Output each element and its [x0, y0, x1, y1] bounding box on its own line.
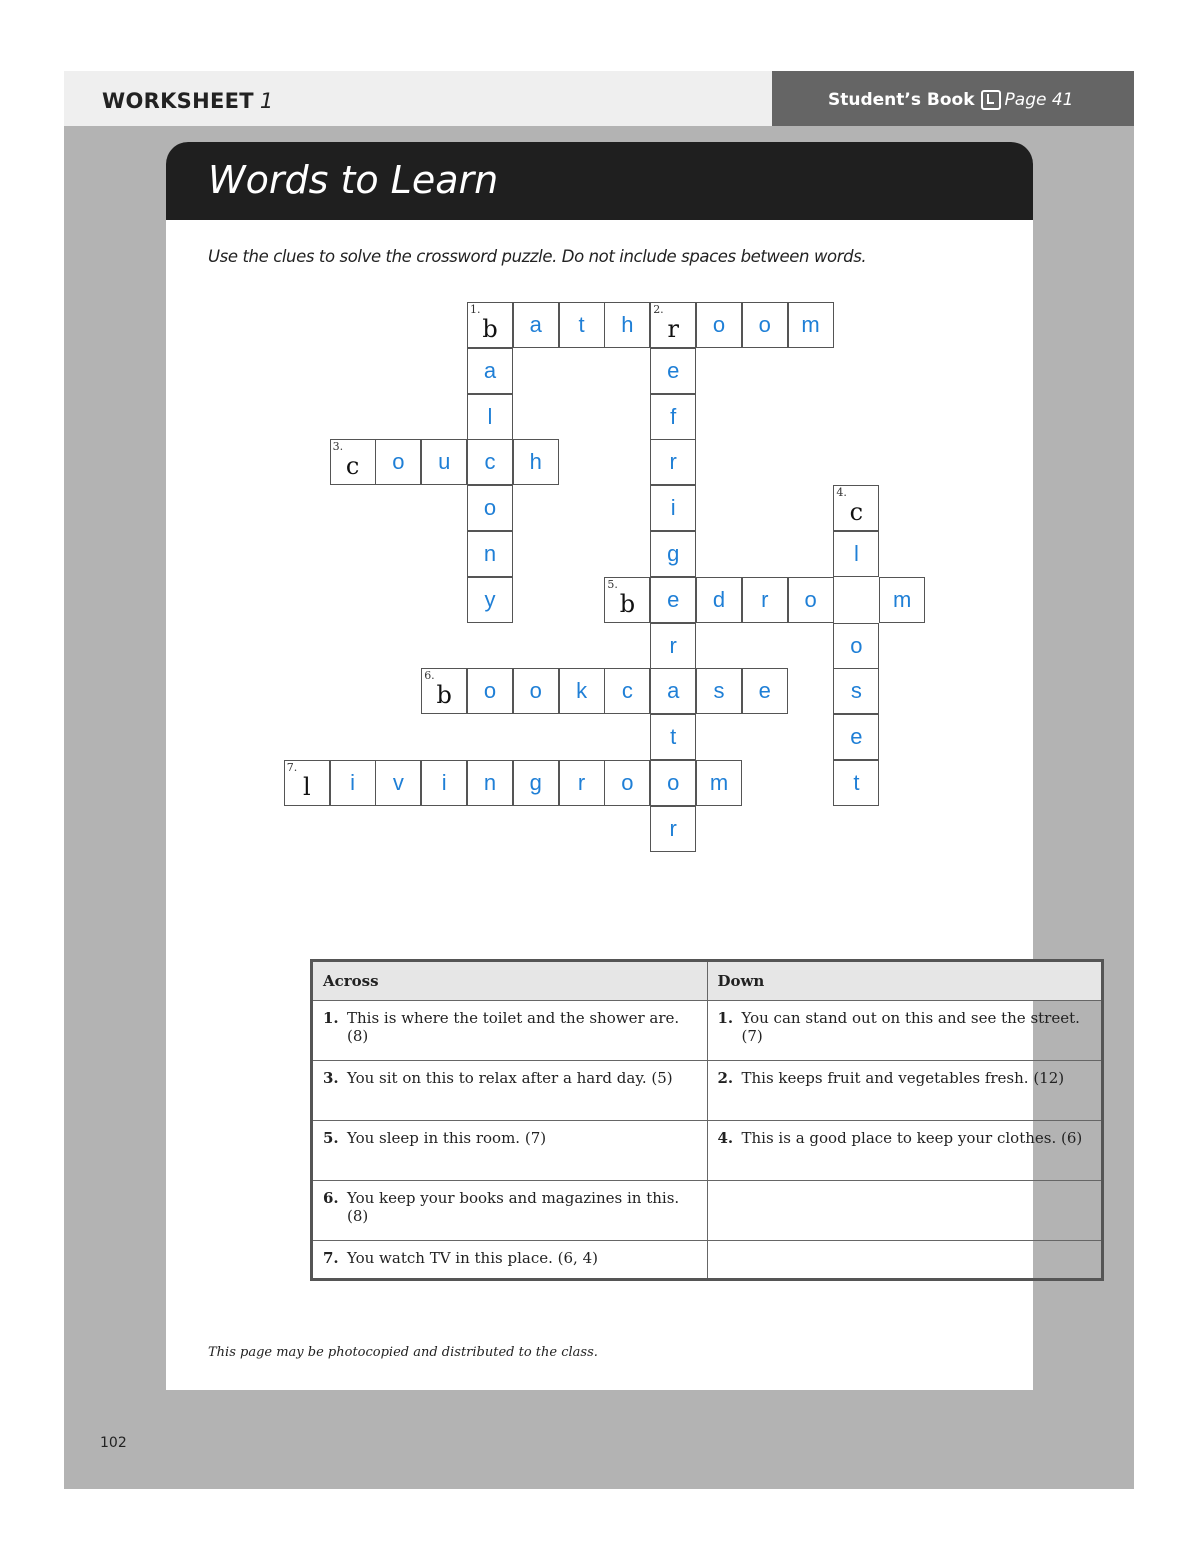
- clue-number: 1.: [323, 1009, 339, 1027]
- answer-letter: o: [758, 312, 771, 337]
- crossword-cell[interactable]: [604, 577, 650, 623]
- crossword-cell[interactable]: [833, 668, 879, 714]
- across-clue: [312, 1061, 708, 1121]
- across-clue: [312, 1241, 708, 1280]
- crossword-cell[interactable]: [650, 439, 696, 485]
- answer-letter: r: [669, 632, 677, 658]
- answer-letter: l: [487, 403, 493, 429]
- answer-letter: c: [484, 449, 496, 475]
- answer-letter: f: [670, 403, 677, 429]
- answer-letter: n: [483, 770, 497, 795]
- crossword-cell[interactable]: [421, 668, 467, 714]
- crossword-cell[interactable]: [650, 760, 696, 806]
- clue-number-label: 4.: [836, 486, 847, 500]
- crossword-cell[interactable]: [650, 348, 696, 394]
- answer-letter: a: [483, 357, 497, 383]
- answer-letter: o: [392, 449, 405, 475]
- instructions: Use the clues to solve the crossword puzzle. Do not include spaces between words.: [208, 247, 867, 266]
- down-clue: [707, 1061, 1103, 1121]
- crossword-cell[interactable]: [833, 760, 879, 806]
- crossword-cell[interactable]: [650, 714, 696, 760]
- crossword-cell[interactable]: [742, 668, 788, 714]
- crossword-cell[interactable]: [788, 577, 834, 623]
- answer-letter: k: [576, 678, 588, 704]
- given-letter: c: [849, 498, 864, 527]
- crossword-cell[interactable]: [879, 577, 925, 623]
- clue-row: [312, 1001, 1103, 1061]
- answer-letter: s: [850, 678, 862, 704]
- crossword-cell[interactable]: [559, 760, 605, 806]
- answer-letter: o: [667, 770, 680, 795]
- clue-row: [312, 1061, 1103, 1121]
- footnote: This page may be photocopied and distributed to the class.: [208, 1345, 598, 1360]
- answer-letter: m: [709, 770, 729, 795]
- crossword-cell[interactable]: [650, 302, 696, 348]
- answer-letter: o: [483, 678, 497, 704]
- clue-number: 7.: [323, 1249, 339, 1267]
- answer-letter: n: [483, 541, 497, 566]
- answer-letter: h: [529, 449, 542, 475]
- answer-letter: m: [893, 586, 912, 612]
- answer-letter: c: [621, 678, 633, 704]
- answer-letter: o: [483, 495, 497, 521]
- answer-letter: i: [350, 770, 356, 795]
- page-number: 102: [100, 1435, 127, 1451]
- worksheet-panel: [166, 142, 1083, 1390]
- crossword-cell[interactable]: [375, 439, 421, 485]
- crossword-cell[interactable]: [559, 668, 605, 714]
- answer-letter: e: [758, 678, 771, 704]
- across-clue: [312, 1001, 708, 1061]
- answer-letter: r: [577, 770, 586, 795]
- given-letter: b: [436, 681, 452, 710]
- answer-letter: e: [667, 586, 680, 612]
- crossword-cell[interactable]: [467, 302, 513, 348]
- given-letter: b: [619, 589, 636, 618]
- clue-number: 6.: [323, 1189, 339, 1207]
- crossword-cell[interactable]: [696, 668, 742, 714]
- crossword-cell[interactable]: [467, 439, 513, 485]
- answer-letter: a: [529, 312, 542, 337]
- crossword-cell[interactable]: [833, 485, 879, 531]
- crossword-cell[interactable]: [650, 806, 696, 852]
- across-clue: [312, 1121, 708, 1181]
- clue-number: 4.: [717, 1129, 734, 1147]
- crossword-cell[interactable]: [604, 760, 650, 806]
- clues-header-row: [312, 961, 1103, 1001]
- answer-letter: o: [529, 678, 542, 704]
- crossword-cell[interactable]: [650, 577, 696, 623]
- clue-number-label: 3.: [332, 440, 344, 454]
- empty-cell: [707, 1181, 1103, 1241]
- clue-row: [312, 1121, 1103, 1181]
- given-letter: r: [667, 315, 679, 343]
- answer-letter: o: [621, 770, 634, 795]
- clue-number-label: 1.: [470, 303, 481, 316]
- crossword-cell[interactable]: [467, 348, 513, 394]
- answer-letter: g: [667, 541, 680, 566]
- crossword-cell[interactable]: [513, 302, 559, 348]
- answer-letter: l: [853, 541, 859, 566]
- crossword-cell[interactable]: [467, 394, 513, 440]
- answer-letter: a: [667, 678, 680, 704]
- answer-letter: h: [621, 312, 634, 337]
- answer-letter: o: [804, 586, 817, 612]
- crossword-cell[interactable]: [375, 760, 421, 806]
- clue-text: You can stand out on this and see the street. (7): [741, 1009, 1080, 1045]
- clue-number-label: 5.: [607, 577, 618, 591]
- worksheet-number: 1: [259, 89, 274, 113]
- clue-text: You sleep in this room. (7): [347, 1129, 547, 1147]
- crossword-cell[interactable]: [421, 760, 467, 806]
- clue-number: 2.: [717, 1069, 734, 1087]
- worksheet-word: WORKSHEET: [102, 89, 254, 113]
- crossword-cell[interactable]: [467, 577, 513, 623]
- crossword-cell[interactable]: [696, 577, 742, 623]
- clue-text: This keeps fruit and vegetables fresh. (12): [741, 1069, 1065, 1087]
- crossword-cell[interactable]: [833, 714, 879, 760]
- answer-letter: d: [712, 586, 726, 612]
- clue-row: [312, 1181, 1103, 1241]
- given-letter: l: [302, 773, 311, 801]
- crossword-cell[interactable]: [604, 668, 650, 714]
- given-letter: b: [482, 315, 498, 343]
- answer-letter: o: [712, 312, 726, 337]
- crossword-cell[interactable]: [513, 439, 559, 485]
- answer-letter: m: [801, 312, 820, 337]
- crossword-cell[interactable]: [833, 623, 879, 669]
- clue-number: 5.: [323, 1129, 339, 1147]
- clue-row: [312, 1241, 1103, 1280]
- answer-letter: r: [761, 586, 769, 612]
- answer-letter: i: [441, 770, 447, 795]
- clue-number: 3.: [323, 1069, 339, 1087]
- clue-text: You sit on this to relax after a hard day. (5): [347, 1069, 673, 1087]
- book-ref-label: Student’s Book: [828, 90, 975, 110]
- crossword-cell[interactable]: [467, 760, 513, 806]
- crossword-cell[interactable]: [788, 302, 834, 348]
- answer-letter: g: [529, 770, 542, 795]
- crossword-cell[interactable]: [604, 302, 650, 348]
- crossword-cell[interactable]: [742, 302, 788, 348]
- down-clue: [707, 1121, 1103, 1181]
- answer-letter: i: [670, 495, 676, 521]
- clues-table: [310, 959, 1104, 1281]
- answer-letter: v: [392, 770, 404, 795]
- across-header: Across: [312, 961, 708, 1001]
- answer-letter: r: [669, 815, 677, 841]
- given-letter: c: [345, 452, 360, 481]
- crossword-cell[interactable]: [467, 531, 513, 577]
- answer-letter: t: [853, 770, 860, 795]
- answer-letter: t: [578, 312, 585, 337]
- clue-number-label: 2.: [653, 303, 664, 316]
- down-clue: [707, 1001, 1103, 1061]
- crossword-cell[interactable]: [330, 439, 376, 485]
- down-header: Down: [707, 961, 1103, 1001]
- crossword-cell[interactable]: [513, 760, 559, 806]
- empty-cell: [707, 1241, 1103, 1280]
- crossword-cell[interactable]: [421, 439, 467, 485]
- crossword-cell[interactable]: [696, 302, 742, 348]
- answer-letter: t: [670, 724, 677, 750]
- crossword-cell[interactable]: [650, 668, 696, 714]
- crossword-cell[interactable]: [742, 577, 788, 623]
- crossword-cell[interactable]: [650, 623, 696, 669]
- clue-number: 1.: [717, 1009, 734, 1027]
- crossword-cell[interactable]: [467, 485, 513, 531]
- book-page-label: Page 41: [1004, 90, 1074, 110]
- clue-text: This is a good place to keep your clothes. (6): [741, 1129, 1083, 1147]
- answer-letter: s: [713, 678, 725, 704]
- crossword-cell[interactable]: [696, 760, 742, 806]
- page-title: Words to Learn: [208, 158, 499, 202]
- answer-letter: u: [438, 449, 451, 475]
- answer-letter: e: [667, 357, 680, 383]
- crossword-cell[interactable]: [284, 760, 330, 806]
- clue-text: You keep your books and magazines in this. (8): [347, 1189, 680, 1225]
- crossword-cell[interactable]: [650, 485, 696, 531]
- crossword-cell[interactable]: [650, 394, 696, 440]
- crossword-cell[interactable]: [650, 531, 696, 577]
- content-frame: [64, 71, 1134, 1489]
- clue-number-label: 7.: [286, 761, 298, 774]
- crossword-cell[interactable]: [513, 668, 559, 714]
- crossword-cell[interactable]: [330, 760, 376, 806]
- crossword-cell[interactable]: [833, 531, 879, 577]
- crossword-cell[interactable]: [559, 302, 605, 348]
- answer-letter: y: [484, 586, 496, 612]
- clue-number-label: 6.: [424, 669, 435, 683]
- crossword-cell[interactable]: [467, 668, 513, 714]
- answer-letter: r: [669, 449, 677, 475]
- answer-letter: e: [850, 724, 863, 750]
- title-banner: [166, 142, 1033, 220]
- across-clue: [312, 1181, 708, 1241]
- clue-text: You watch TV in this place. (6, 4): [347, 1249, 598, 1267]
- answer-letter: o: [850, 632, 863, 658]
- clue-text: This is where the toilet and the shower are. (8): [347, 1009, 680, 1045]
